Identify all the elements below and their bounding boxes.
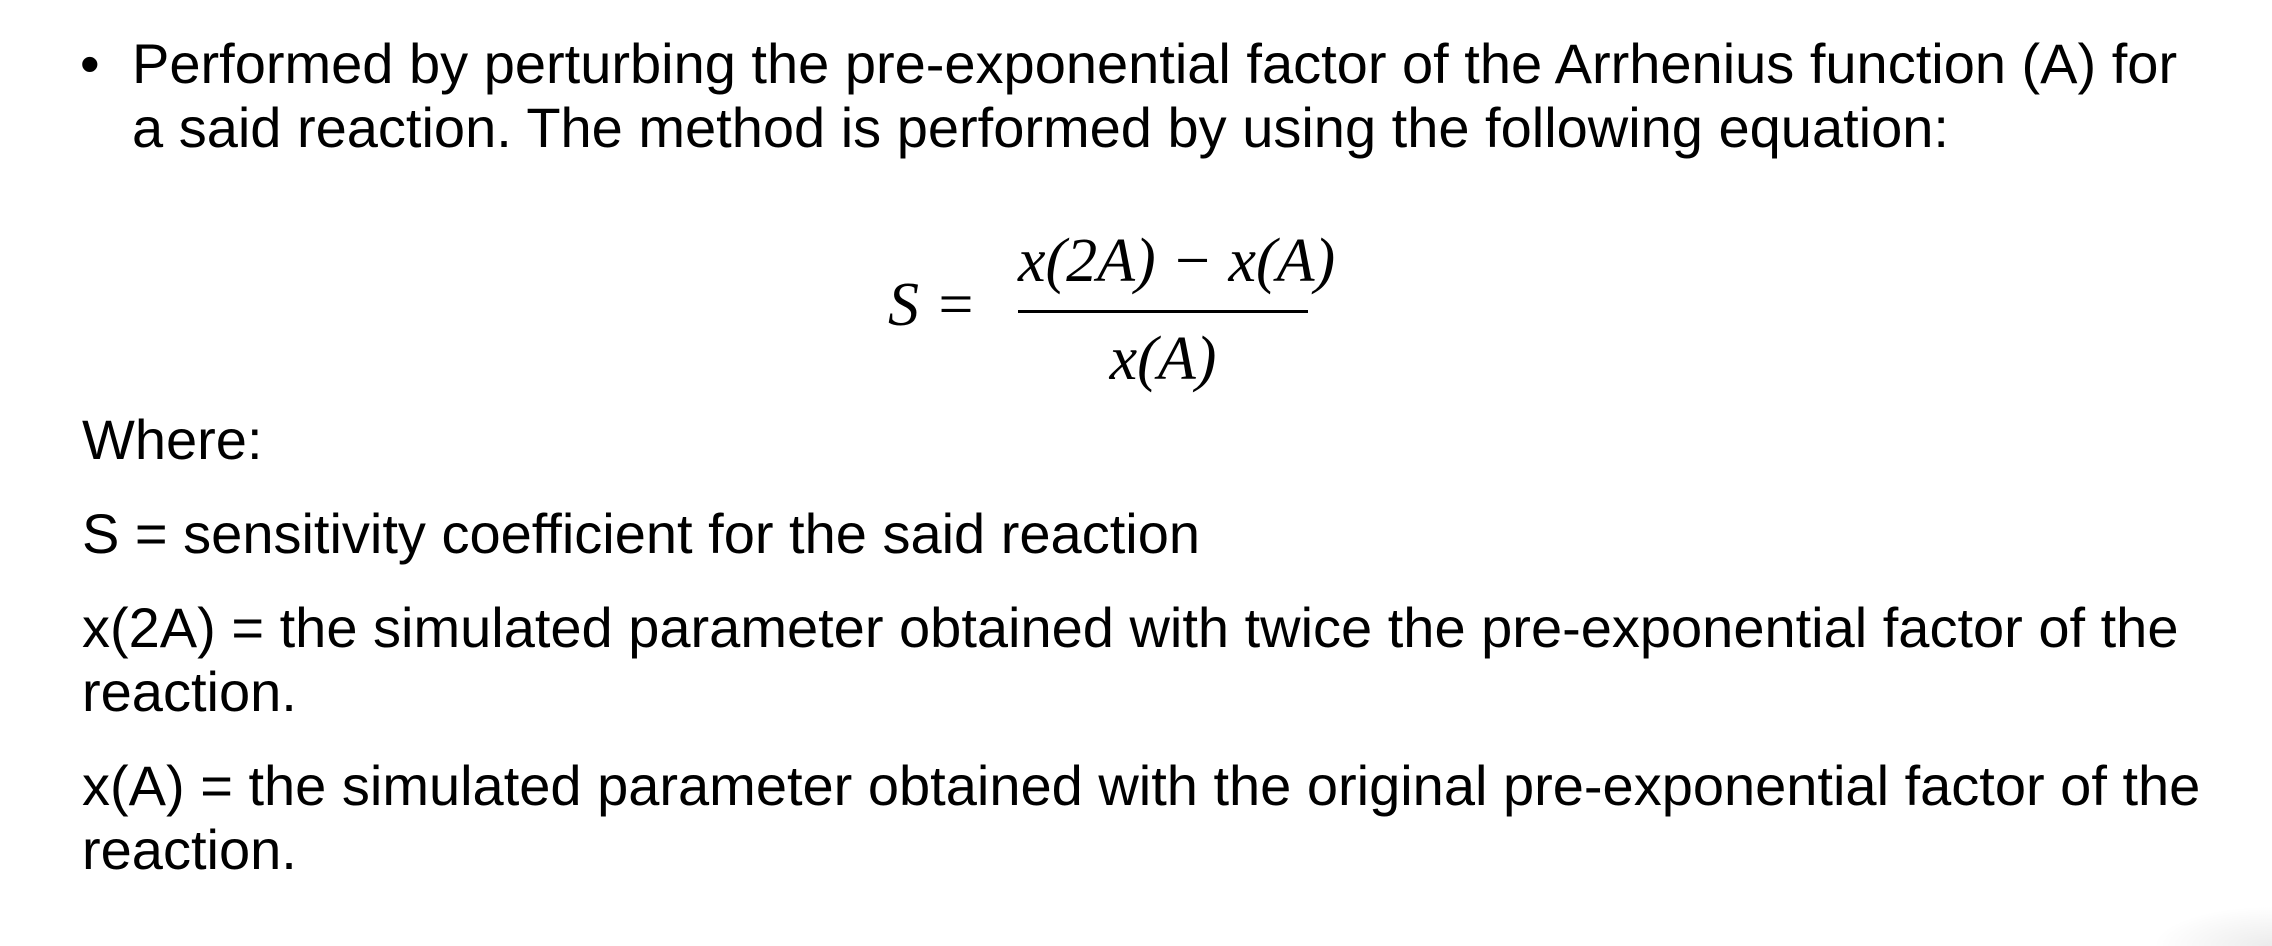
- fraction-bar: [1018, 310, 1308, 313]
- definition-xa: x(A) = the simulated parameter obtained with the original pre-exponential factor of the reaction.: [82, 754, 2201, 881]
- bullet-dot-icon: •: [80, 32, 100, 95]
- equation-lhs: S =: [888, 271, 977, 339]
- definition-s: S = sensitivity coefficient for the said reaction: [82, 502, 1200, 565]
- bullet-paragraph: [80, 32, 2220, 160]
- where-label: Where:: [82, 408, 263, 471]
- sensitivity-equation: [888, 226, 1428, 406]
- page-curl-shadow: [2152, 906, 2272, 946]
- definitions: [82, 408, 2222, 882]
- equation-numerator: x(2A) − x(A): [1018, 227, 1336, 295]
- equation-denominator: x(A): [1109, 325, 1217, 393]
- definition-x2a: x(2A) = the simulated parameter obtained with twice the pre-exponential factor of the reaction.: [82, 596, 2179, 723]
- bullet-text: Performed by perturbing the pre-exponential factor of the Arrhenius function (A) for a said reaction. The method is performed by using the following equation:: [132, 32, 2178, 159]
